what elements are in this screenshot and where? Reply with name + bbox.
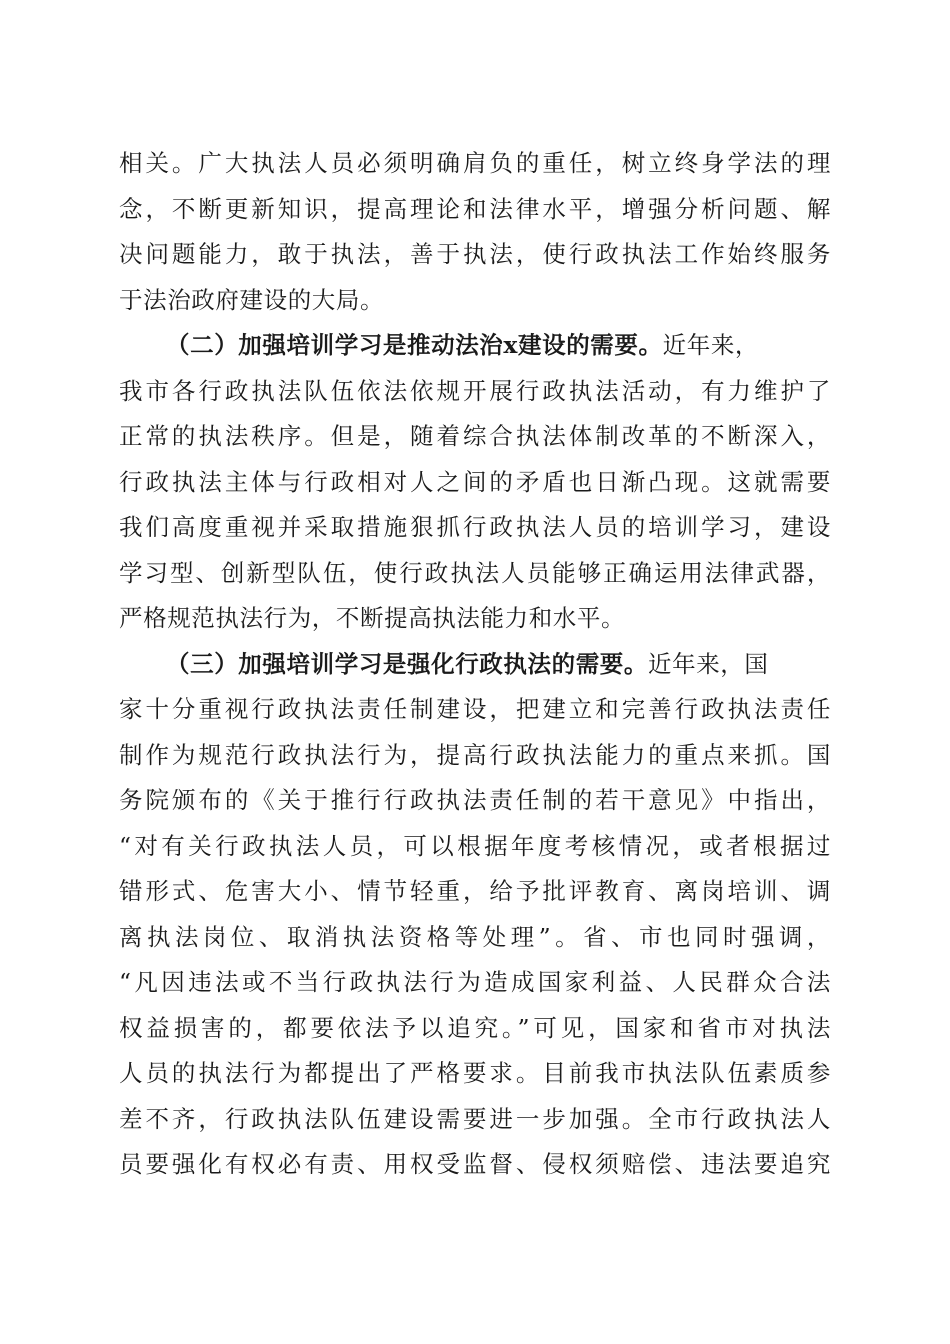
text-line: 学习型、创新型队伍，使行政执法人员能够正确运用法律武器， <box>119 558 831 587</box>
text-line: 正常的执法秩序。但是，随着综合执法体制改革的不断深入， <box>119 422 831 450</box>
text-line: 家十分重视行政执法责任制建设，把建立和完善行政执法责任 <box>119 695 831 723</box>
text-line: 制作为规范行政执法行为，提高行政执法能力的重点来抓。国 <box>119 740 831 769</box>
section-heading: （二）加强培训学习是推动法治x建设的需要。 <box>166 331 663 359</box>
paragraph-2 <box>119 323 831 642</box>
text-line: 念，不断更新知识，提高理论和法律水平，增强分析问题、解 <box>119 194 831 223</box>
text-line: 行政执法主体与行政相对人之间的矛盾也日渐凸现。这就需要 <box>119 467 831 496</box>
paragraph-first-line <box>119 642 831 688</box>
paragraph-3 <box>119 642 831 1188</box>
text-line: 错形式、危害大小、情节轻重，给予批评教育、离岗培训、调 <box>119 877 831 905</box>
text-line: “凡因违法或不当行政执法行为造成国家利益、人民群众合法 <box>119 968 831 996</box>
text-line: 离执法岗位、取消执法资格等处理”。省、市也同时强调， <box>119 922 831 951</box>
text-line: 于法治政府建设的大局。 <box>119 285 385 314</box>
text-run: 近年来， <box>662 331 760 359</box>
text-line: “对有关行政执法人员，可以根据年度考核情况，或者根据过 <box>119 831 831 860</box>
text-run: 近年来，国 <box>648 649 769 678</box>
text-line: 权益损害的，都要依法予以追究。”可见，国家和省市对执法 <box>119 1013 831 1042</box>
paragraph-1 <box>119 141 831 323</box>
text-line: 我市各行政执法队伍依法依规开展行政执法活动，有力维护了 <box>119 376 831 405</box>
text-line: 务院颁布的《关于推行行政执法责任制的若干意见》中指出， <box>119 786 831 814</box>
text-line: 差不齐，行政执法队伍建设需要进一步加强。全市行政执法人 <box>119 1104 831 1133</box>
paragraph-first-line <box>119 323 831 369</box>
text-line: 员要强化有权必有责、用权受监督、侵权须赔偿、违法要追究 <box>119 1150 831 1178</box>
text-line: 严格规范执法行为，不断提高执法能力和水平。 <box>119 604 626 632</box>
text-line: 人员的执法行为都提出了严格要求。目前我市执法队伍素质参 <box>119 1059 831 1087</box>
document-body <box>119 141 831 1188</box>
text-line: 我们高度重视并采取措施狠抓行政执法人员的培训学习，建设 <box>119 513 831 541</box>
text-line: 决问题能力，敢于执法，善于执法，使行政执法工作始终服务 <box>119 240 831 268</box>
text-line: 相关。广大执法人员必须明确肩负的重任，树立终身学法的理 <box>119 149 831 177</box>
section-heading: （三）加强培训学习是强化行政执法的需要。 <box>166 649 648 678</box>
